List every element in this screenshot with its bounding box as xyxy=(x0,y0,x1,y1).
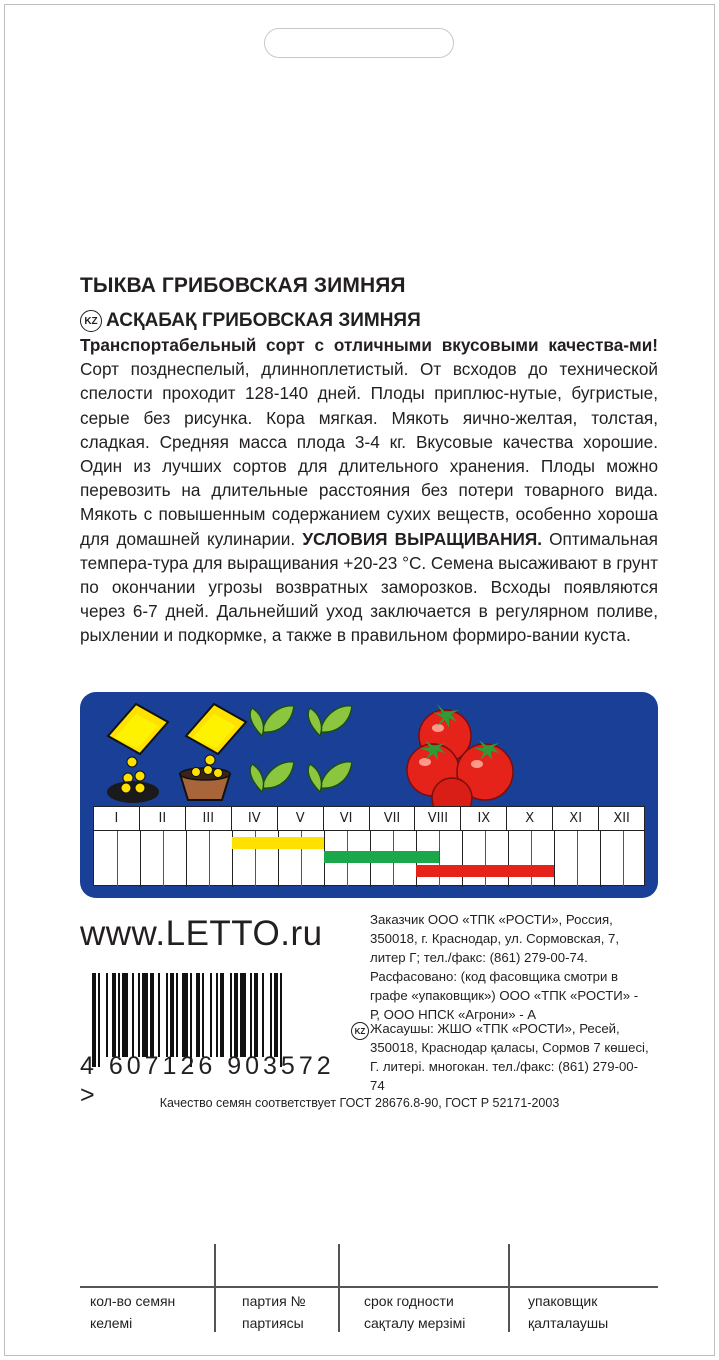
calendar-bar-seedlings xyxy=(324,851,439,863)
description-lead: Транспортабельный сорт с отличными вкусовыми качества-ми! xyxy=(80,335,658,355)
barcode-bar xyxy=(240,973,246,1057)
calendar-gridline xyxy=(508,831,509,887)
barcode-bar xyxy=(118,973,120,1057)
calendar-month-8: VIII xyxy=(415,807,461,830)
barcode-bar xyxy=(170,973,174,1057)
calendar-month-6: VI xyxy=(324,807,370,830)
field-expiry: срок годности сақталу мерзімі xyxy=(364,1293,466,1331)
calendar-month-11: XI xyxy=(553,807,599,830)
calendar-month-4: IV xyxy=(232,807,278,830)
barcode-bar xyxy=(142,973,148,1057)
calendar-month-7: VII xyxy=(370,807,416,830)
calendar-gridline xyxy=(554,831,555,887)
calendar-gridline xyxy=(623,831,624,887)
calendar-gridline xyxy=(600,831,601,887)
leaf-sprouts-icon xyxy=(250,706,352,792)
barcode-bar xyxy=(262,973,264,1057)
calendar-grid xyxy=(94,831,644,887)
barcode-bar xyxy=(234,973,238,1057)
barcode-bar xyxy=(274,973,278,1057)
field-seed-count: кол-во семян келемі xyxy=(90,1293,176,1331)
calendar-month-3: III xyxy=(186,807,232,830)
barcode-bar xyxy=(182,973,188,1057)
description-body-2: Оптимальная темпера-тура для выращивания +20-23 °С. Семена высаживают в грунт по окончании угрозы возвратных заморозков. Всходы появляются через 6-7 дней. Дальнейший уход заключается в регулярном поливе, рыхлении и подкормке, а также в правильном формиро-вании куста. xyxy=(80,528,658,646)
kz-manufacturer-info: Жасаушы: ЖШО «ТПК «РОСТИ», Ресей, 350018, Краснодар қаласы, Сормов 7 көшесі, Г. литері. многокан. тел./факс: (861) 279-00-74 xyxy=(370,1021,649,1093)
kz-badge-icon: KZ xyxy=(80,310,102,332)
field-packer: упаковщик қалталаушы xyxy=(528,1293,609,1331)
barcode-bar xyxy=(138,973,140,1057)
calendar-bar-sowing xyxy=(232,837,324,849)
sowing-calendar xyxy=(93,806,645,886)
barcode-bar xyxy=(202,973,204,1057)
barcode-bar xyxy=(166,973,168,1057)
calendar-gridline xyxy=(462,831,463,887)
product-title: ТЫКВА ГРИБОВСКАЯ ЗИМНЯЯ xyxy=(80,274,406,297)
barcode-bar xyxy=(158,973,160,1057)
packet-border xyxy=(4,4,715,1356)
field-divider xyxy=(214,1244,216,1332)
website-url: www.LETTO.ru xyxy=(80,914,323,953)
barcode-bar xyxy=(106,973,108,1057)
calendar-gridline xyxy=(209,831,210,887)
barcode-bar xyxy=(230,973,232,1057)
barcode-bar xyxy=(112,973,116,1057)
calendar-gridline xyxy=(439,831,440,887)
description-body-1: Сорт позднеспелый, длинноплетистый. От всходов до технической спелости проходит 128-140 дней. Плоды приплюс-нутые, бугристые, серые без рисунка. Кора мягкая. Мякоть яично-желтая, толстая, сладкая. Средняя масса плода 3-4 кг. Вкусовые качества хорошие. Один из лучших сортов для длительного хранения. Плоды можно перевозить на длительные расстояния без потери товарного вида. Мякоть с повышенным содержанием сухих веществ, особенно хороша для домашней кулинарии. xyxy=(80,359,658,549)
field-batch-number: партия № партиясы xyxy=(242,1293,306,1331)
calendar-month-5: V xyxy=(278,807,324,830)
hang-slot xyxy=(264,28,454,58)
gost-note: Качество семян соответствует ГОСТ 28676.8-90, ГОСТ Р 52171-2003 xyxy=(159,1096,560,1110)
description xyxy=(80,333,658,648)
field-divider xyxy=(508,1244,510,1332)
calendar-month-row xyxy=(94,807,644,831)
calendar-month-12: XII xyxy=(613,811,630,826)
barcode-bar xyxy=(176,973,178,1057)
kz-title: АСҚАБАҚ ГРИБОВСКАЯ ЗИМНЯЯ xyxy=(106,310,421,331)
customer-info: Заказчик ООО «ТПК «РОСТИ», Россия, 350018, г. Краснодар, ул. Сормовская, 7, литер Г; тел./факс: (861) 279-00-74. Расфасовано: (код фасовщика смотри в графе «упаковщик») ООО «ТПК «РОСТИ» - Р, ООО НПСК «Агрони» - А xyxy=(370,912,639,1022)
calendar-month-9: IX xyxy=(461,807,507,830)
seed-packet-pot-icon xyxy=(180,704,246,800)
calendar-month-2: II xyxy=(140,807,186,830)
seed-packet-ground-icon xyxy=(107,704,168,803)
calendar-gridline xyxy=(140,831,141,887)
calendar-gridline xyxy=(186,831,187,887)
barcode-bar xyxy=(196,973,200,1057)
calendar-month-1: I xyxy=(94,807,140,830)
tomato-fruits-icon xyxy=(407,704,513,818)
calendar-gridline xyxy=(577,831,578,887)
field-baseline xyxy=(80,1286,658,1288)
calendar-gridline xyxy=(531,831,532,887)
barcode-bar xyxy=(122,973,128,1057)
calendar-month-10: X xyxy=(507,807,553,830)
barcode-bar xyxy=(270,973,272,1057)
barcode-bar xyxy=(150,973,154,1057)
barcode-bar xyxy=(132,973,134,1057)
field-divider xyxy=(338,1244,340,1332)
barcode-bar xyxy=(216,973,218,1057)
barcode-bar xyxy=(254,973,258,1057)
kz-badge-small-icon: KZ xyxy=(351,1022,369,1040)
barcode-bar xyxy=(250,973,252,1057)
calendar-gridline xyxy=(485,831,486,887)
barcode-digits: 4 607126 903572 > xyxy=(80,1052,335,1109)
kz-subtitle xyxy=(80,310,421,332)
growing-conditions-heading: УСЛОВИЯ ВЫРАЩИВАНИЯ. xyxy=(302,528,542,549)
calendar-bar-harvest xyxy=(416,865,554,877)
barcode-bar xyxy=(210,973,212,1057)
calendar-gridline xyxy=(163,831,164,887)
calendar-gridline xyxy=(117,831,118,887)
barcode-bar xyxy=(220,973,224,1057)
batch-fields xyxy=(80,1244,658,1332)
